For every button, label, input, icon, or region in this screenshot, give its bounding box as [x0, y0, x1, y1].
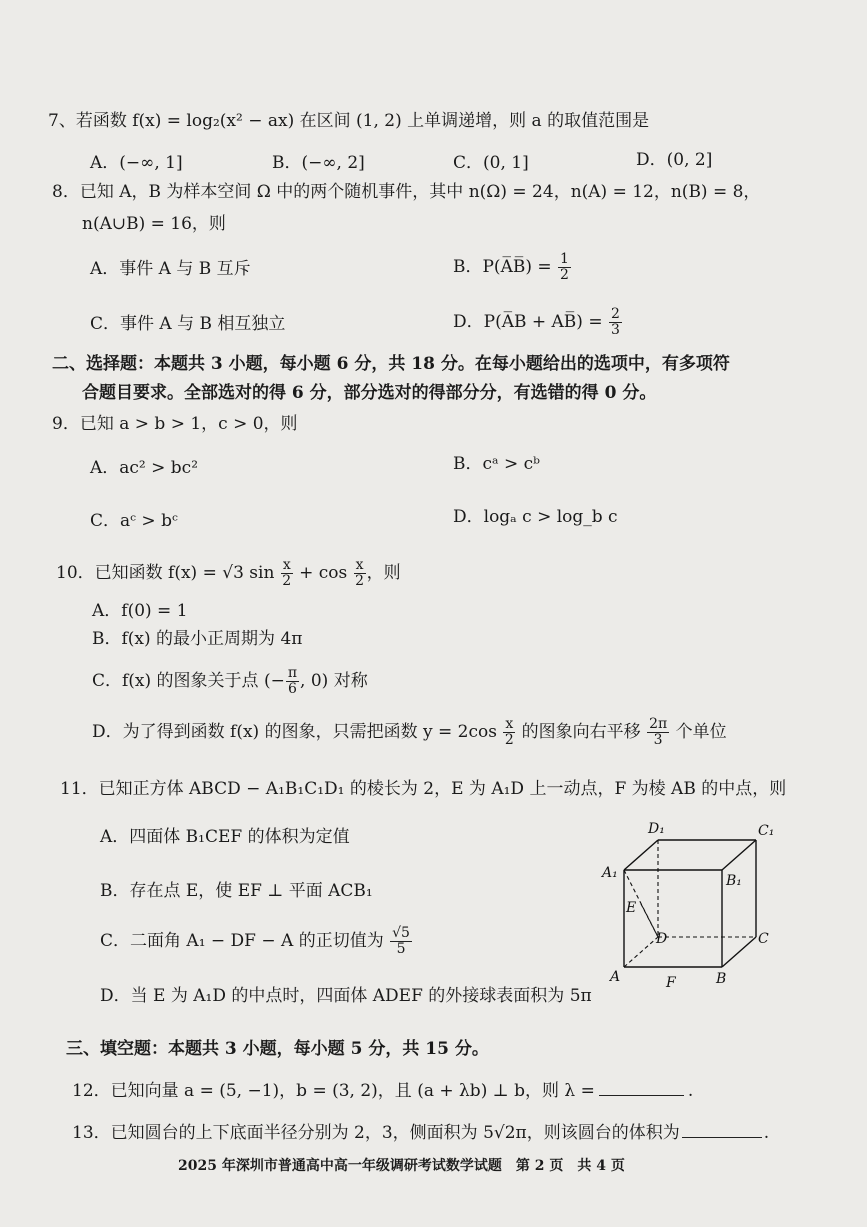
q10-option-d-mid: 的图象向右平移 — [521, 722, 641, 742]
q11-option-d: D．当 E 为 A₁D 的中点时，四面体 ADEF 的外接球表面积为 5π — [100, 986, 592, 1006]
q10-fraction-1: $\frac{x}{2}$ — [282, 557, 292, 589]
label-e: E — [626, 900, 637, 916]
q13-stem — [72, 1122, 769, 1144]
q13-text: 13．已知圆台的上下底面半径分别为 2，3，侧面积为 5√2π，则该圆台的体积为 — [72, 1123, 680, 1143]
q11-option-c-prefix: C．二面角 A₁ − DF − A 的正切值为 — [100, 931, 384, 951]
q10-option-d-prefix: D．为了得到函数 f(x) 的图象，只需把函数 y = 2cos — [92, 722, 497, 742]
label-a: A — [610, 969, 621, 985]
q9-option-b: B．cᵃ > cᵇ — [453, 454, 540, 474]
edge-b-c — [722, 937, 756, 967]
label-d1: D₁ — [648, 821, 665, 837]
q10-option-c — [92, 666, 368, 697]
edge-a-d-hidden — [624, 937, 658, 967]
q10-option-c-fraction: $\frac{\pi}{6}$ — [287, 665, 298, 697]
label-d: D — [656, 931, 668, 947]
q8-stem-line1: 8．已知 A，B 为样本空间 Ω 中的两个随机事件，其中 n(Ω) = 24，n(A) = 12，n(B) = 8， — [52, 182, 761, 202]
q10-option-c-suffix: , 0) 对称 — [300, 671, 368, 691]
q10-fraction-2: $\frac{x}{2}$ — [355, 557, 365, 589]
label-c1: C₁ — [758, 823, 775, 839]
q10-option-d-fraction-1: $\frac{x}{2}$ — [504, 716, 514, 748]
q9-option-c: C．aᶜ > bᶜ — [90, 511, 178, 531]
cube-figure — [596, 815, 786, 990]
q10-stem-prefix: 10．已知函数 f(x) = √3 sin — [56, 563, 275, 583]
q10-option-d-suffix: 个单位 — [675, 722, 727, 742]
section3-heading: 三、填空题：本题共 3 小题，每小题 5 分，共 15 分。 — [66, 1039, 489, 1059]
q8-option-b-text: B．P(A̅B̅) = — [453, 257, 552, 277]
q10-stem-suffix: ，则 — [366, 563, 401, 583]
label-b: B — [716, 971, 727, 987]
q9-option-a: A．ac² > bc² — [90, 458, 199, 478]
edge-a1-d1 — [624, 840, 658, 870]
q7-option-d: D．(0, 2] — [636, 150, 713, 170]
q10-option-d — [92, 717, 727, 748]
q11-option-c-fraction: $\frac{√5}{5}$ — [392, 925, 410, 957]
section2-heading: 二、选择题：本题共 3 小题，每小题 6 分，共 18 分。在每小题给出的选项中，有多项符 — [52, 354, 730, 374]
q12-period: . — [687, 1081, 694, 1101]
label-a1: A₁ — [602, 865, 618, 881]
q9-stem: 9．已知 a > b > 1，c > 0，则 — [52, 414, 298, 434]
page-footer: 2025 年深圳市普通高中高一年级调研考试数学试题 第 2 页 共 4 页 — [178, 1158, 625, 1174]
q8-option-b — [453, 252, 572, 283]
q8-option-b-fraction: $\frac{1}{2}$ — [560, 251, 569, 283]
q11-option-a: A．四面体 B₁CEF 的体积为定值 — [100, 827, 350, 847]
q12-stem — [72, 1080, 693, 1102]
q8-option-d-fraction: $\frac{2}{3}$ — [610, 306, 620, 338]
q10-option-b: B．f(x) 的最小正周期为 4π — [92, 629, 303, 649]
q10-option-a: A．f(0) = 1 — [92, 601, 188, 621]
q7-option-a: A．(−∞, 1] — [90, 153, 183, 173]
section2-heading-line2: 合题目要求。全部选对的得 6 分，部分选对的得部分分，有选错的得 0 分。 — [82, 383, 657, 403]
q10-option-c-prefix: C．f(x) 的图象关于点 (− — [92, 671, 285, 691]
q10-stem-mid: + cos — [299, 563, 348, 583]
q11-option-b: B．存在点 E，使 EF ⊥ 平面 ACB₁ — [100, 881, 373, 901]
q7-option-c: C．(0, 1] — [453, 153, 529, 173]
q8-stem-line2: n(A∪B) = 16，则 — [82, 214, 226, 234]
label-c: C — [758, 931, 769, 947]
q13-answer-blank — [682, 1137, 762, 1138]
label-f: F — [666, 975, 676, 990]
q12-text: 12．已知向量 a = (5, −1)，b = (3, 2)，且 (a + λb) ⊥ b，则 λ = — [72, 1081, 595, 1101]
q10-stem — [56, 558, 401, 589]
q8-option-c: C．事件 A 与 B 相互独立 — [90, 314, 286, 334]
q8-option-a: A．事件 A 与 B 互斥 — [90, 259, 251, 279]
q7-stem: 7、若函数 f(x) = log₂(x² − ax) 在区间 (1, 2) 上单调递增，则 a 的取值范围是 — [48, 111, 650, 131]
q11-stem: 11．已知正方体 ABCD − A₁B₁C₁D₁ 的棱长为 2，E 为 A₁D 上一动点，F 为棱 AB 的中点，则 — [60, 779, 787, 799]
q8-option-d — [453, 307, 623, 338]
q8-option-d-text: D．P(A̅B + AB̅) = — [453, 312, 603, 332]
q13-period: . — [763, 1123, 770, 1143]
q12-answer-blank — [599, 1095, 684, 1096]
q11-option-c — [100, 926, 413, 957]
q9-option-d: D．logₐ c > log_b c — [453, 507, 618, 527]
q7-option-b: B．(−∞, 2] — [272, 153, 365, 173]
label-b1: B₁ — [726, 873, 742, 889]
edge-b1-c1 — [722, 840, 756, 870]
q10-option-d-fraction-2: $\frac{2\pi}{3}$ — [649, 716, 668, 748]
